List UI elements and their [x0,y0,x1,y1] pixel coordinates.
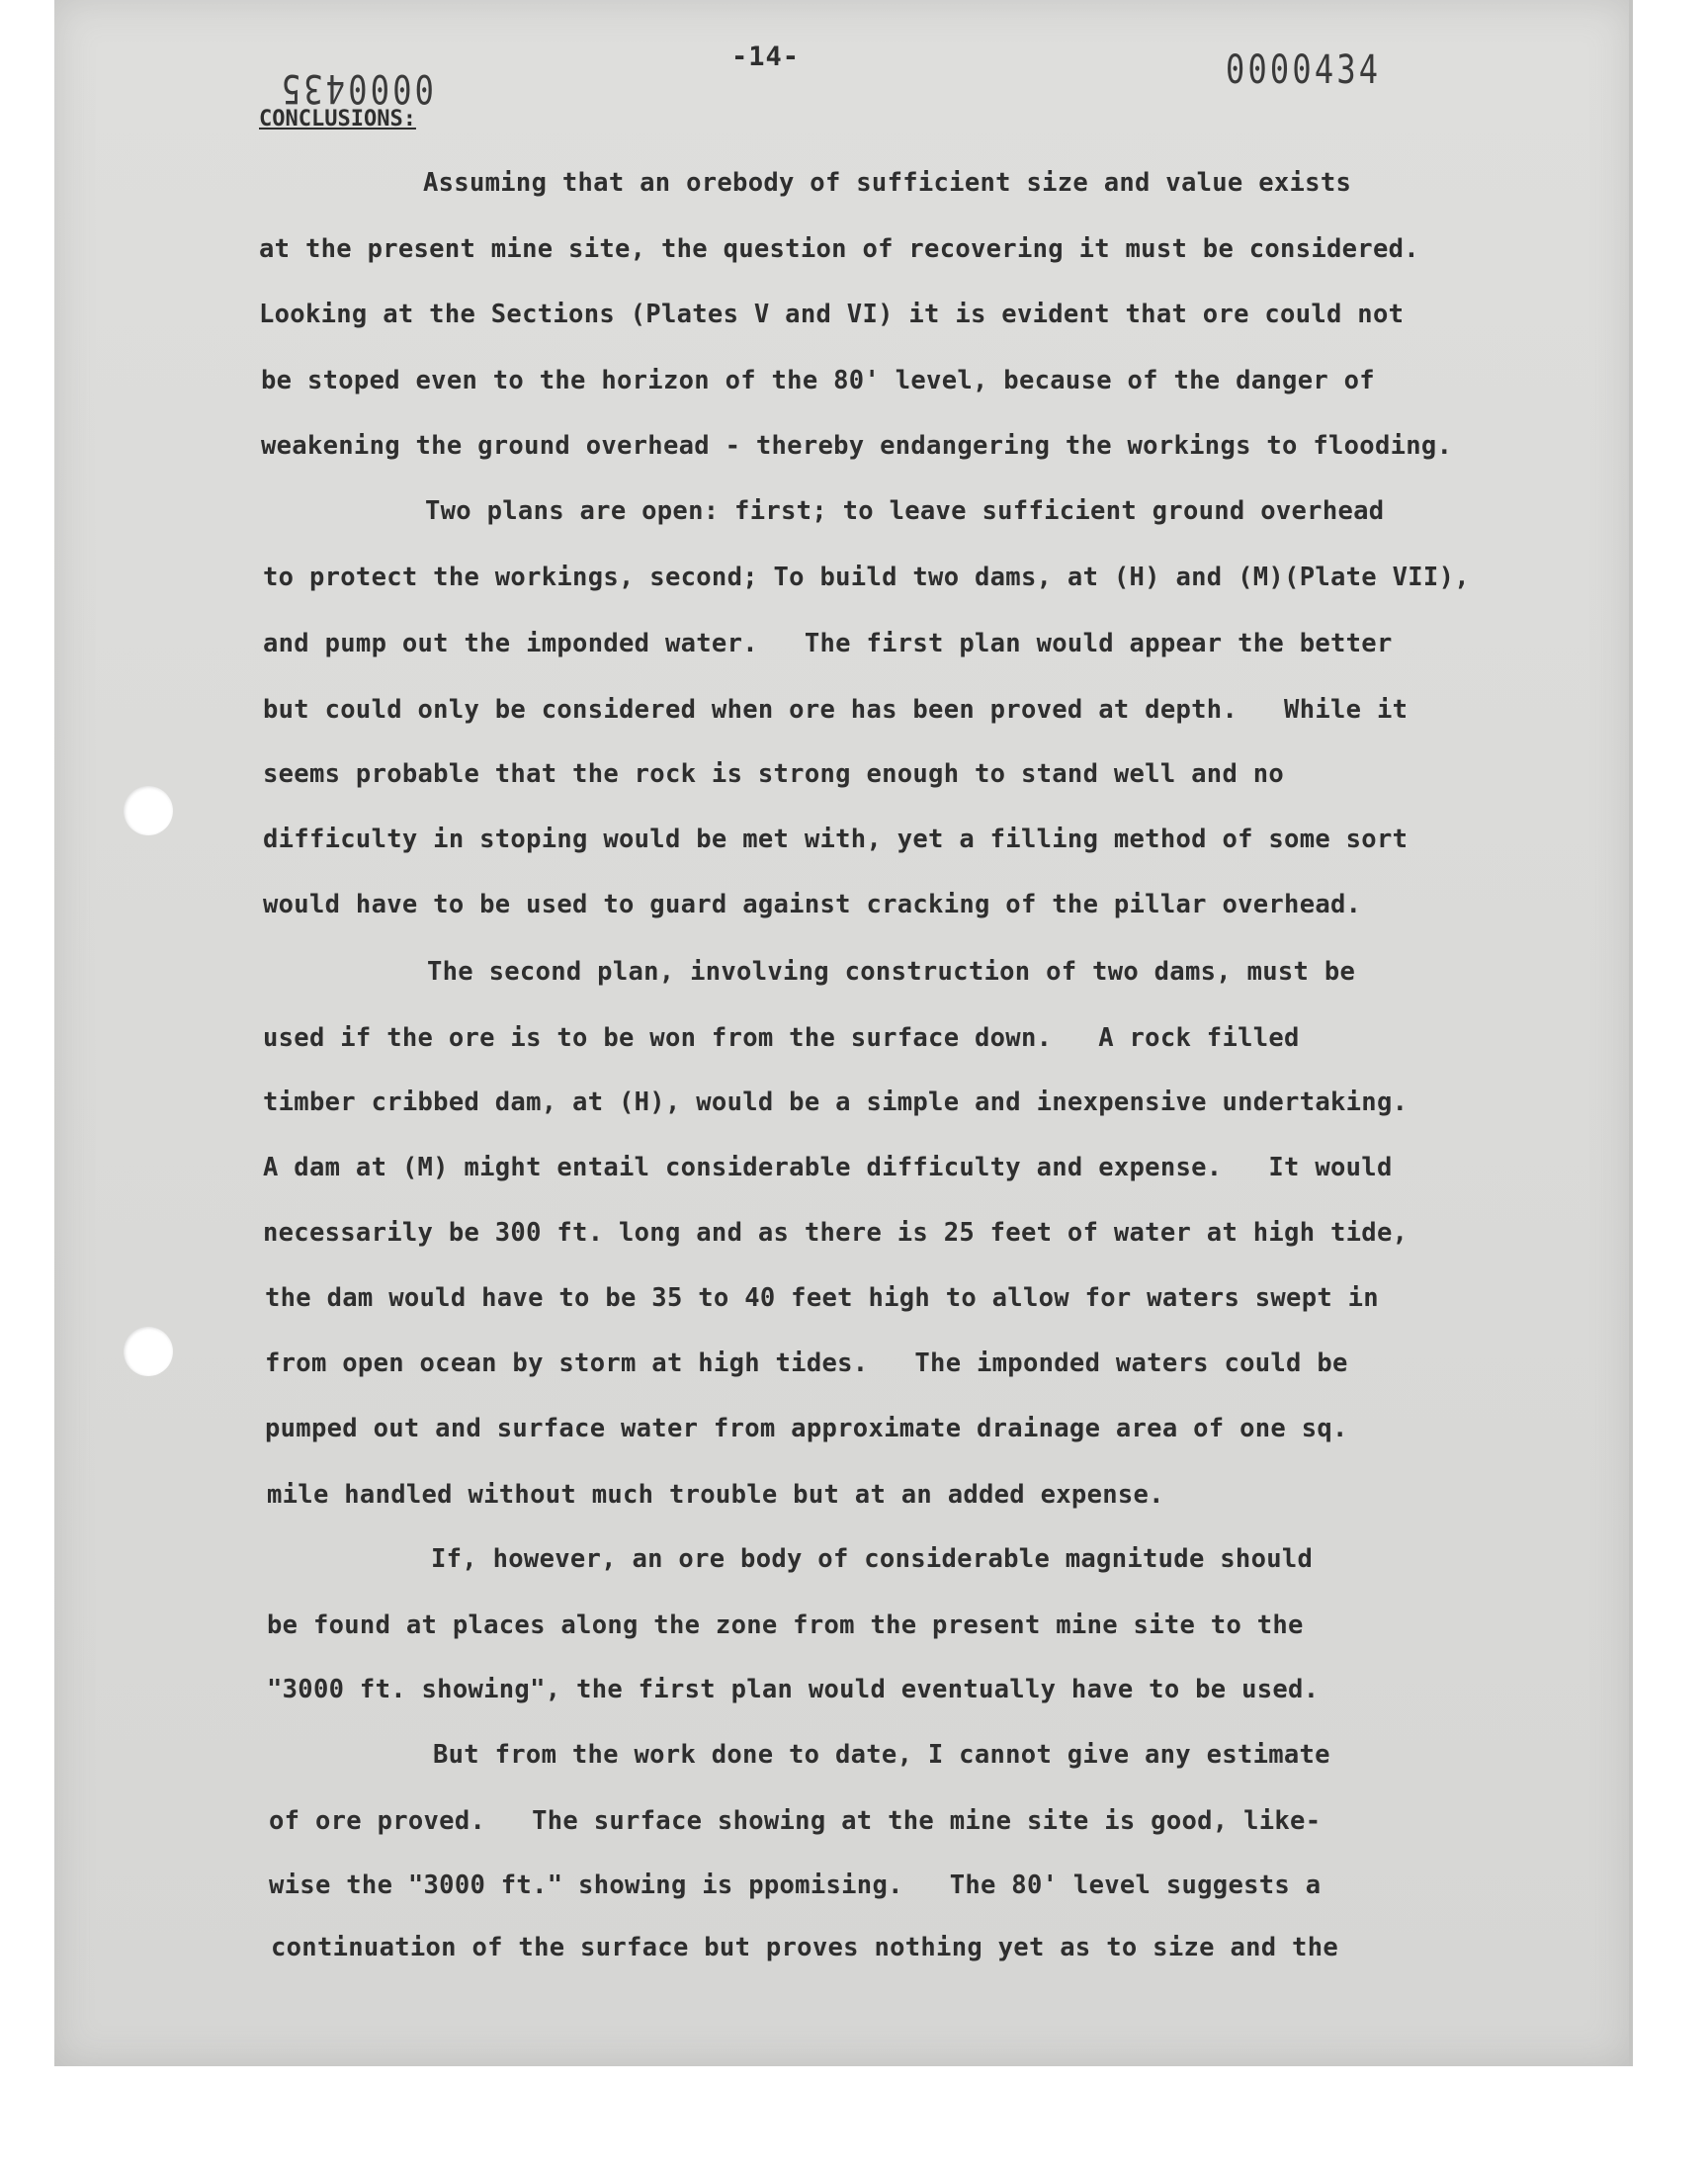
text-line: from open ocean by storm at high tides. The imponded waters could be [265,1348,1348,1378]
text-line: wise the "3000 ft." showing is ppomising. The 80' level suggests a [269,1870,1322,1900]
text-line: continuation of the surface but proves nothing yet as to size and the [271,1933,1339,1962]
text-line: pumped out and surface water from approximate drainage area of one sq. [265,1414,1348,1443]
text-line: If, however, an ore body of considerable magnitude should [431,1544,1314,1574]
page-edge [1629,0,1633,2066]
text-line: Looking at the Sections (Plates V and VI) it is evident that ore could not [259,300,1405,329]
text-line: at the present mine site, the question of recovering it must be considered. [259,234,1419,264]
text-line: and pump out the imponded water. The first plan would appear the better [263,629,1393,658]
text-line: Two plans are open: first; to leave sufficient ground overhead [425,496,1385,526]
text-line: difficulty in stoping would be met with, yet a filling method of some sort [263,825,1409,854]
punch-hole-bottom [124,1327,173,1376]
text-line: seems probable that the rock is strong enough to stand well and no [263,759,1285,789]
text-line: be stoped even to the horizon of the 80' level, because of the danger of [261,366,1375,395]
text-line: used if the ore is to be won from the surface down. A rock filled [263,1023,1300,1053]
text-line: A dam at (M) might entail considerable difficulty and expense. It would [263,1153,1393,1182]
document-id-stamp-inverted: 0000435 [278,65,434,111]
punch-hole-top [124,786,173,835]
text-line: The second plan, involving construction of two dams, must be [427,957,1356,987]
text-line: the dam would have to be 35 to 40 feet high to allow for waters swept in [265,1283,1379,1313]
text-line: mile handled without much trouble but at an added expense. [267,1480,1164,1510]
text-line: of ore proved. The surface showing at the mine site is good, like- [269,1806,1322,1836]
page-number: -14- [731,42,801,72]
text-line: But from the work done to date, I cannot give any estimate [433,1740,1330,1770]
text-line: to protect the workings, second; To build two dams, at (H) and (M)(Plate VII), [263,563,1470,592]
text-line: Assuming that an orebody of sufficient size and value exists [423,168,1352,198]
text-line: weakening the ground overhead - thereby endangering the workings to flooding. [261,431,1453,461]
section-heading: CONCLUSIONS: [259,107,416,131]
text-line: timber cribbed dam, at (H), would be a simple and inexpensive undertaking. [263,1088,1409,1117]
text-line: would have to be used to guard against cracking of the pillar overhead. [263,890,1362,919]
document-id-stamp: 0000434 [1226,47,1382,93]
text-line: be found at places along the zone from the present mine site to the [267,1610,1304,1640]
text-line: necessarily be 300 ft. long and as there is 25 feet of water at high tide, [263,1218,1409,1248]
text-line: but could only be considered when ore has been proved at depth. While it [263,695,1409,725]
text-line: "3000 ft. showing", the first plan would eventually have to be used. [267,1675,1320,1704]
